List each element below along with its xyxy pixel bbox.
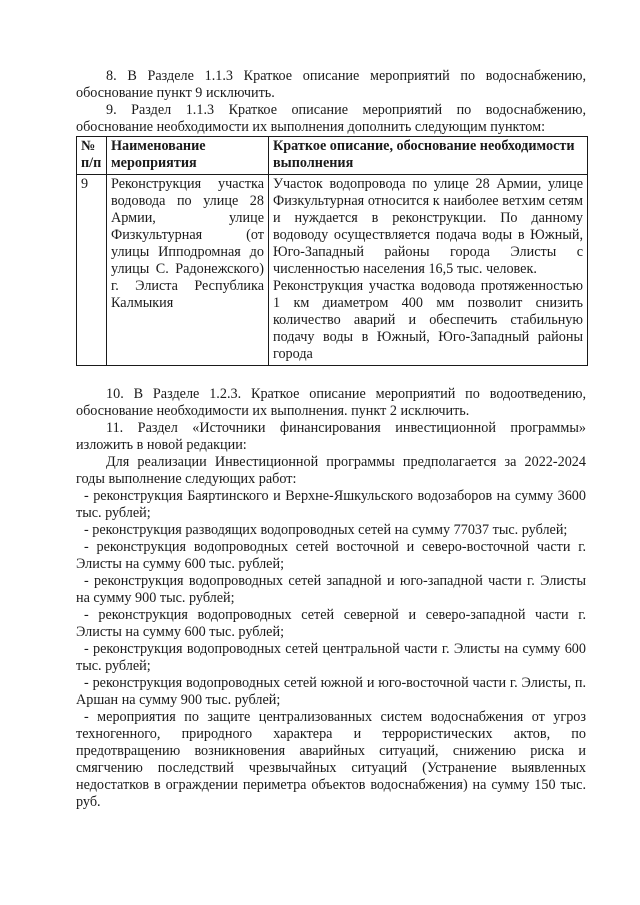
header-description: Краткое описание, обоснование необходимости выполнения	[269, 137, 588, 175]
row-description-part-2: Реконструкция участка водовода протяженностью 1 км диаметром 400 мм позволит снизить количество аварий и обеспечить стабильную подачу воды в Южный, Юго-Западный районы города	[273, 278, 583, 362]
list-item: - реконструкция водопроводных сетей восточной и северо-восточной части г. Элисты на сумму 600 тыс. рублей;	[76, 539, 586, 572]
list-item: - реконструкция водопроводных сетей центральной части г. Элисты на сумму 600 тыс. рублей;	[76, 641, 586, 674]
list-item: - реконструкция разводящих водопроводных сетей на сумму 77037 тыс. рублей;	[84, 522, 568, 538]
item-10-paragraph: 10. В Разделе 1.2.3. Краткое описание мероприятий по водоотведению, обоснование необходимости их выполнения. пункт 2 исключить.	[76, 386, 586, 419]
header-name: Наименование мероприятия	[107, 137, 269, 175]
table-header-row	[77, 137, 588, 175]
works-list	[76, 488, 586, 811]
header-number: № п/п	[77, 137, 107, 175]
list-item: - мероприятия по защите централизованных систем водоснабжения от угроз техногенного, природного характера и террористических актов, по предотвращению возникновения аварийных ситуаций, снижению риска и смягчению последствий чрезвычайных ситуаций (Устранение выявленных недостатков в ограждении периметра объектов водоснабжения) на сумму 150 тыс. руб.	[76, 709, 586, 810]
list-item: - реконструкция водопроводных сетей западной и юго-западной части г. Элисты на сумму 900 тыс. рублей;	[76, 573, 586, 606]
item-9-paragraph: 9. Раздел 1.1.3 Краткое описание мероприятий по водоснабжению, обоснование необходимости их выполнения дополнить следующим пунктом:	[76, 102, 586, 135]
measures-table	[76, 136, 588, 366]
item-8-paragraph: 8. В Разделе 1.1.3 Краткое описание мероприятий по водоснабжению, обоснование пункт 9 исключить.	[76, 68, 586, 101]
row-name: Реконструкция участка водовода по улице 28 Армии, улице Физкультурная (от улицы Ипподромная до улицы С. Радонежского) г. Элиста Республика Калмыкия	[107, 175, 269, 366]
list-item: - реконструкция Баяртинского и Верхне-Яшкульского водозаборов на сумму 3600 тыс. рублей;	[76, 488, 586, 521]
document-body	[76, 68, 586, 811]
item-11-paragraph: 11. Раздел «Источники финансирования инвестиционной программы» изложить в новой редакции:	[76, 420, 586, 453]
list-item: - реконструкция водопроводных сетей северной и северо-западной части г. Элисты на сумму 600 тыс. рублей;	[76, 607, 586, 640]
row-number: 9	[77, 175, 107, 366]
table-row	[77, 175, 588, 366]
row-description-part-1: Участок водопровода по улице 28 Армии, улице Физкультурная относится к наиболее ветхим сетям и нуждается в реконструкции. По данному водоводу осуществляется подача воды в Южный, Юго-Западный районы города Элисты с численностью населения 16,5 тыс. человек.	[273, 176, 583, 277]
list-item: - реконструкция водопроводных сетей южной и юго-восточной части г. Элисты, п. Аршан на сумму 900 тыс. рублей;	[76, 675, 586, 708]
intro-paragraph: Для реализации Инвестиционной программы предполагается за 2022-2024 годы выполнение следующих работ:	[76, 454, 586, 487]
row-description	[269, 175, 588, 366]
